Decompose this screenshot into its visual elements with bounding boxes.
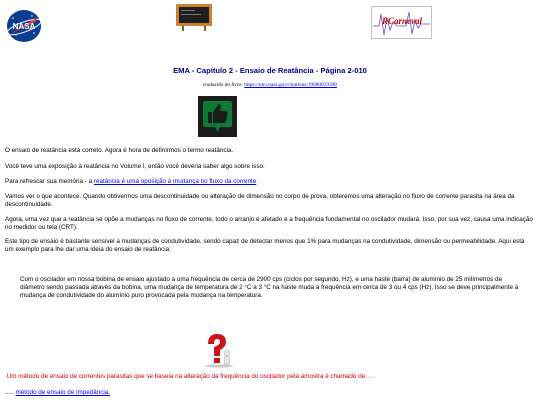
- paragraph-2: Você teve uma exposição à reatância no Volume I, então você deveria saber algo sobre isso.: [5, 163, 265, 170]
- answer-option-link[interactable]: método de ensaio de impedância.: [15, 389, 111, 396]
- source-line: [0, 82, 540, 88]
- paragraph-3-suffix: .: [256, 178, 260, 185]
- question-mark-figure-icon: [200, 332, 238, 368]
- svg-text:RCarneval: RCarneval: [381, 16, 423, 26]
- rocarneval-logo: [371, 6, 432, 39]
- source-prefix: traduzido do livro:: [203, 82, 243, 88]
- paragraph-5: Agora, uma vez que a reatância se opõe a mudanças no fluxo de corrente, todo o arranjo é afetado e a frequência fundamental no oscilador mudará. Isso, por sua vez, causa uma indicação no medidor ou tela (CRT).: [5, 216, 533, 231]
- thumbs-up-icon: [198, 96, 237, 137]
- paragraph-1: O ensaio de reatância está correto. Agora é hora de definirmos o termo reatância.: [5, 147, 234, 154]
- answer-option-prefix: .....: [5, 389, 16, 396]
- page-title: EMA - Capítulo 2 - Ensaio de Reatância - Página 2-010: [173, 66, 367, 75]
- chalkboard-icon: [175, 2, 213, 32]
- answer-option: [5, 389, 535, 397]
- question-text: .Um método de ensaio de correntes parasitas que se baseia na alteração da frequência do oscilador pela amostra é chamado de. . .: [5, 373, 374, 380]
- source-link[interactable]: https://ntrs.nasa.gov/citations/19680019308: [244, 82, 337, 88]
- paragraph-3-prefix: Para refrescar sua memória - a: [5, 178, 94, 185]
- nasa-logo: [4, 8, 44, 44]
- paragraph-6: Este tipo de ensaio é bastante sensível a mudanças de condutividade, sendo capaz de detectar menos que 1% para mudanças na condutividade, dimensão ou permeabilidade. Aqui está um exemplo para lhe dar uma ideia do ensaio de reatância:: [5, 238, 525, 253]
- paragraph-3: [5, 178, 535, 186]
- reactance-definition-link[interactable]: reatância é uma oposição à mudança no fluxo da corrente: [93, 178, 257, 185]
- paragraph-4: Vamos ver o que acontece. Quando obtivermos uma descontinuidade ou alteração de dimensão no corpo de prova, obteremos uma alteração no fluxo de corrente parasita na área da descontinuidade.: [5, 193, 515, 208]
- svg-text:NASA: NASA: [12, 22, 36, 31]
- example-block: Com o oscilador em nossa bobina de ensaio ajustado a uma frequência de cerca de 2900 cps (ciclos por segundo, Hz), e uma haste (barra) de alumínio de 25 milímetros de diâmetro sendo passada através da bobina, uma mudança de temperatura de 2 °C a 3 °C na haste muda a frequência em cerca de 3 ou 4 cps (Hz). Isso se deve principalmente à mudança de condutividade do alumínio puro provocada pela mudança na temperatura.: [20, 276, 519, 299]
